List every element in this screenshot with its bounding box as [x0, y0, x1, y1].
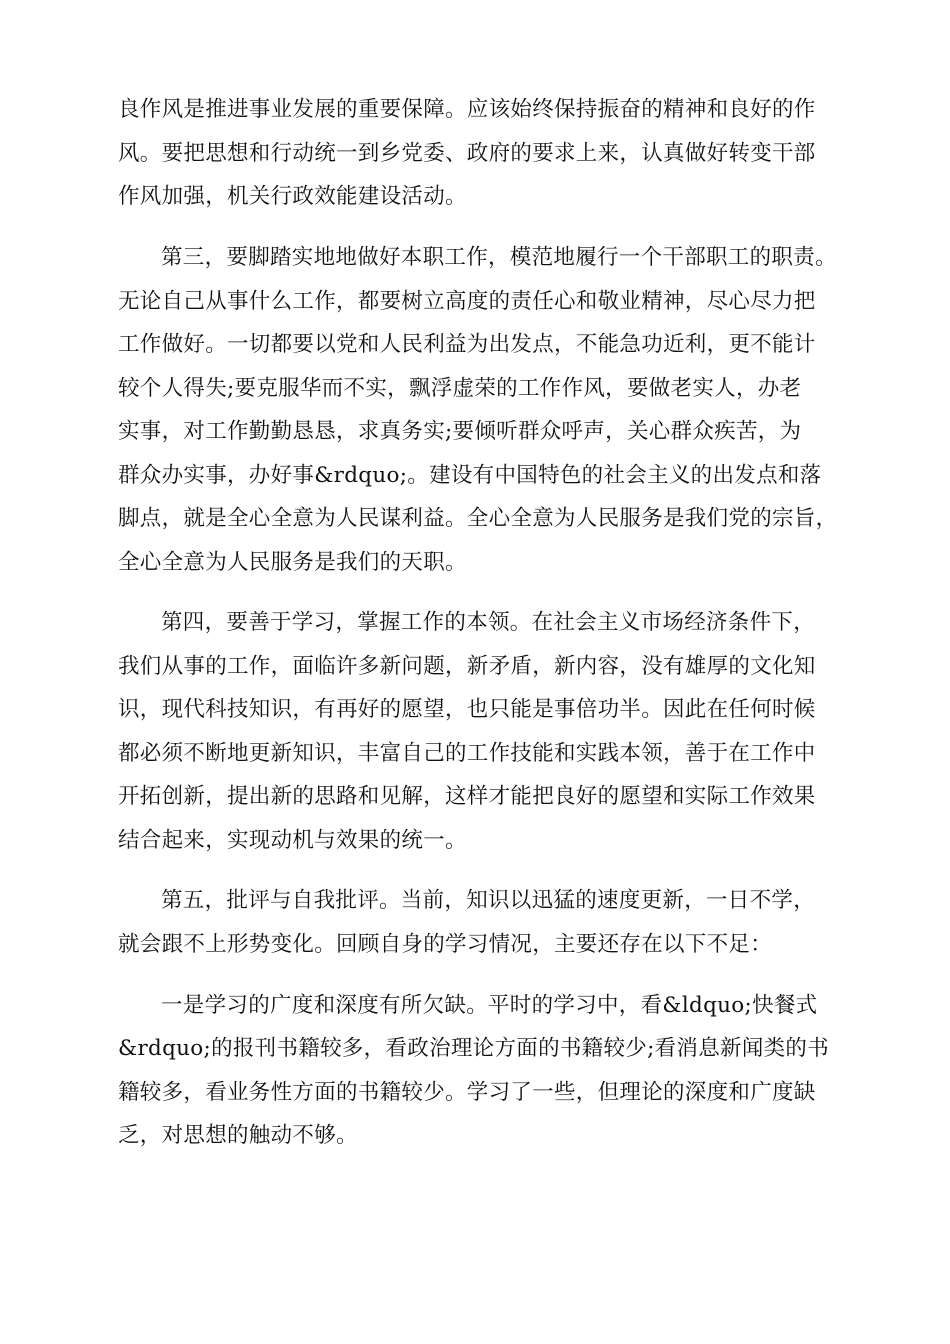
paragraph-line: 良作风是推进事业发展的重要保障。应该始终保持振奋的精神和良好的作: [118, 97, 816, 122]
paragraph-line: 一是学习的广度和深度有所欠缺。平时的学习中，看&ldquo;快餐式: [161, 993, 818, 1018]
paragraph-line: 我们从事的工作，面临许多新问题，新矛盾，新内容，没有雄厚的文化知: [118, 654, 816, 679]
paragraph-line: 就会跟不上形势变化。回顾自身的学习情况，主要还存在以下不足：: [118, 932, 773, 957]
paragraph-line: 开拓创新，提出新的思路和见解，这样才能把良好的愿望和实际工作效果: [118, 784, 816, 809]
paragraph-line: 结合起来，实现动机与效果的统一。: [118, 828, 467, 853]
paragraph-line: &rdquo;的报刊书籍较多，看政治理论方面的书籍较少;看消息新闻类的书: [118, 1036, 830, 1061]
paragraph-line: 识，现代科技知识，有再好的愿望，也只能是事倍功半。因此在任何时候: [118, 697, 816, 722]
paragraph-line: 风。要把思想和行动统一到乡党委、政府的要求上来，认真做好转变干部: [118, 141, 816, 166]
paragraph-line: 乏，对思想的触动不够。: [118, 1123, 358, 1148]
paragraph-line: 籍较多，看业务性方面的书籍较少。学习了一些，但理论的深度和广度缺: [118, 1080, 816, 1105]
paragraph-line: 无论自己从事什么工作，都要树立高度的责任心和敬业精神，尽心尽力把: [118, 289, 816, 314]
paragraph-line: 较个人得失;要克服华而不实，飘浮虚荣的工作作风，要做老实人，办老: [118, 376, 802, 401]
paragraph-line: 全心全意为人民服务是我们的天职。: [118, 550, 467, 575]
paragraph-line: 第五，批评与自我批评。当前，知识以迅猛的速度更新，一日不学，: [161, 888, 816, 913]
paragraph-line: 都必须不断地更新知识，丰富自己的工作技能和实践本领，善于在工作中: [118, 741, 816, 766]
paragraph-line: 群众办实事，办好事&rdquo;。建设有中国特色的社会主义的出发点和落: [118, 463, 822, 488]
paragraph-line: 实事，对工作勤勤恳恳，求真务实;要倾听群众呼声，关心群众疾苦，为: [118, 419, 802, 444]
paragraph-line: 第三，要脚踏实地地做好本职工作，模范地履行一个干部职工的职责。: [161, 245, 837, 270]
paragraph-line: 第四，要善于学习，掌握工作的本领。在社会主义市场经济条件下，: [161, 610, 816, 635]
paragraph-line: 脚点，就是全心全意为人民谋利益。全心全意为人民服务是我们党的宗旨，: [118, 506, 838, 531]
paragraph-line: 作风加强，机关行政效能建设活动。: [118, 184, 467, 209]
paragraph-line: 工作做好。一切都要以党和人民利益为出发点，不能急功近利，更不能计: [118, 332, 816, 357]
